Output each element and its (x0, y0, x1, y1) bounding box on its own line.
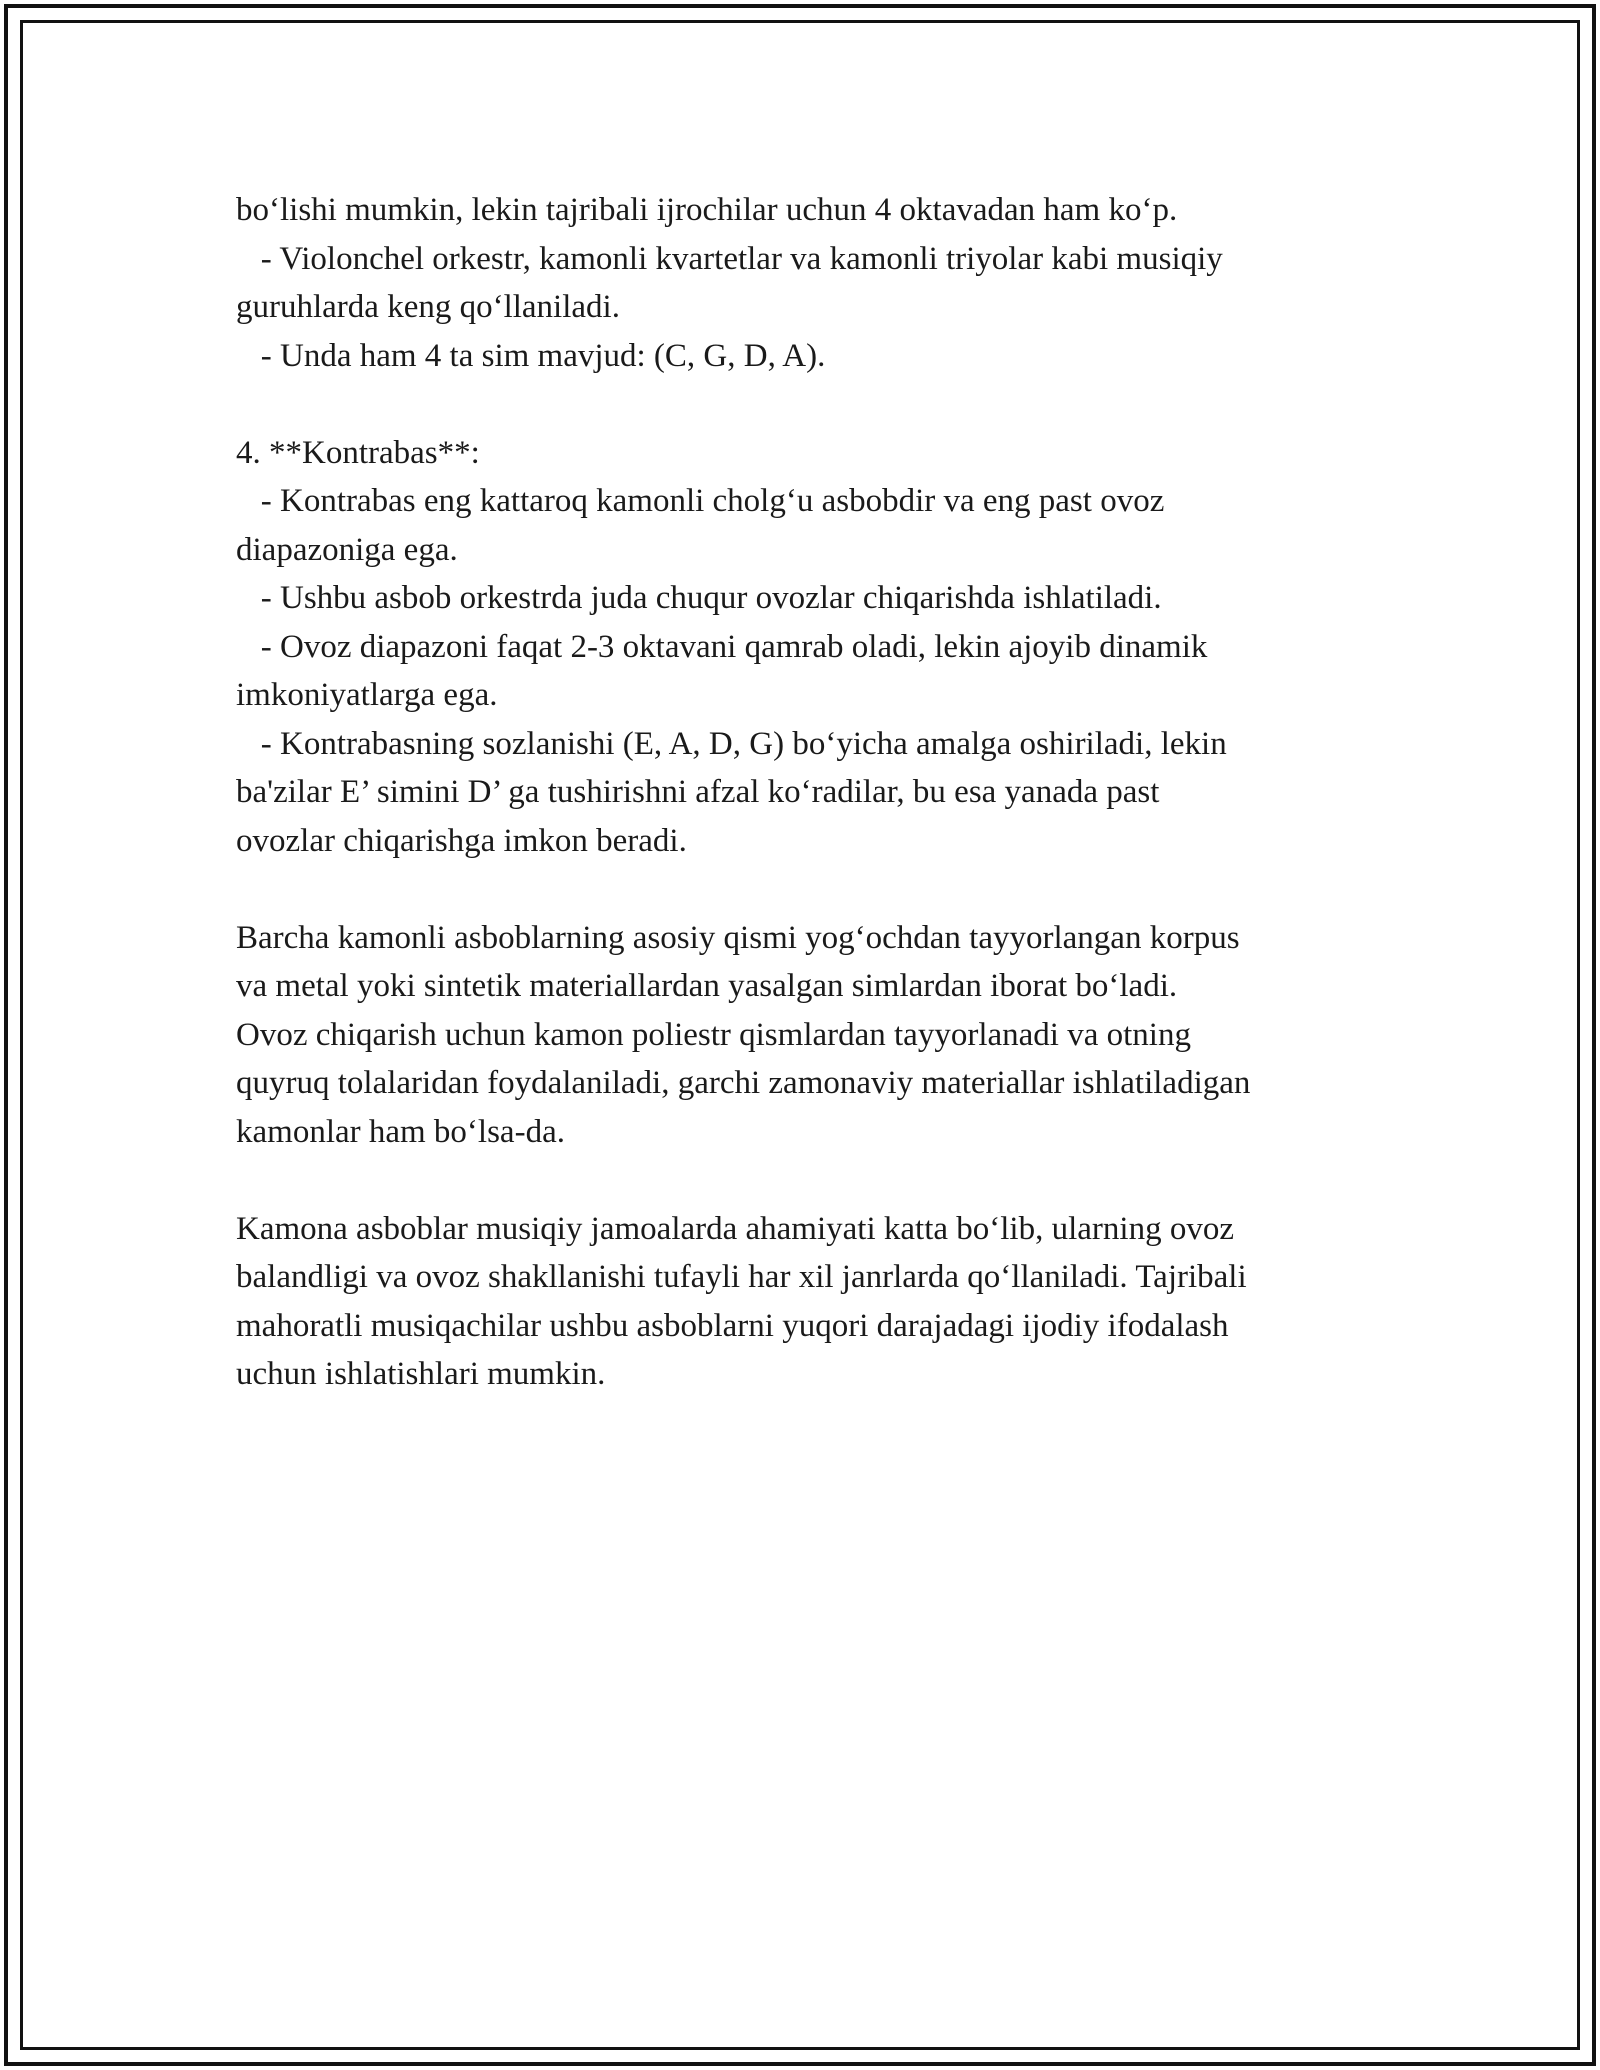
text-line: - Kontrabas eng kattaroq kamonli cholg‘u asbobdir va eng past ovoz (236, 483, 1165, 519)
text-line: - Kontrabasning sozlanishi (E, A, D, G) bo‘yicha amalga oshiriladi, lekin (236, 725, 1227, 762)
text-line: diapazoniga ega. (236, 531, 458, 568)
text-line: ba'zilar E’ simini D’ ga tushirishni afzal ko‘radilar, bu esa yanada past (236, 774, 1160, 810)
text-line: ovozlar chiqarishga imkon beradi. (236, 822, 687, 859)
text-line: guruhlarda keng qo‘llaniladi. (236, 289, 620, 325)
text-line: - Ovoz diapazoni faqat 2-3 oktavani qamrab oladi, lekin ajoyib dinamik (236, 628, 1208, 665)
text-line: - Violonchel orkestr, kamonli kvartetlar va kamonli triyolar kabi musiqiy (236, 240, 1223, 277)
text-line: bo‘lishi mumkin, lekin tajribali ijrochilar uchun 4 oktavadan ham ko‘p. (236, 192, 1178, 228)
text-line: Kamona asboblar musiqiy jamoalarda ahamiyati katta bo‘lib, ularning ovoz (236, 1210, 1234, 1247)
text-line: - Ushbu asbob orkestrda juda chuqur ovozlar chiqarishda ishlatiladi. (236, 580, 1162, 616)
blank-line (236, 1156, 1396, 1205)
text-line: quyruq tolalaridan foydalaniladi, garchi zamonaviy materiallar ishlatiladigan (236, 1065, 1251, 1101)
blank-line (236, 380, 1396, 429)
text-line: Barcha kamonli asboblarning asosiy qismi yog‘ochdan tayyorlangan korpus (236, 919, 1240, 956)
document-text (236, 186, 1396, 1399)
section-heading: 4. **Kontrabas**: (236, 434, 480, 471)
text-line: Ovoz chiqarish uchun kamon poliestr qismlardan tayyorlanadi va otning (236, 1016, 1191, 1053)
blank-line (236, 865, 1396, 914)
text-line: mahoratli musiqachilar ushbu asboblarni yuqori darajadagi ijodiy ifodalash (236, 1307, 1229, 1344)
text-line: - Unda ham 4 ta sim mavjud: (C, G, D, A). (236, 337, 826, 374)
text-line: balandligi va ovoz shakllanishi tufayli har xil janrlarda qo‘llaniladi. Tajribali (236, 1259, 1247, 1295)
text-line: imkoniyatlarga ega. (236, 677, 498, 713)
text-line: va metal yoki sintetik materiallardan yasalgan simlardan iborat bo‘ladi. (236, 968, 1178, 1004)
text-line: uchun ishlatishlari mumkin. (236, 1356, 606, 1392)
text-line: kamonlar ham bo‘lsa-da. (236, 1113, 565, 1150)
